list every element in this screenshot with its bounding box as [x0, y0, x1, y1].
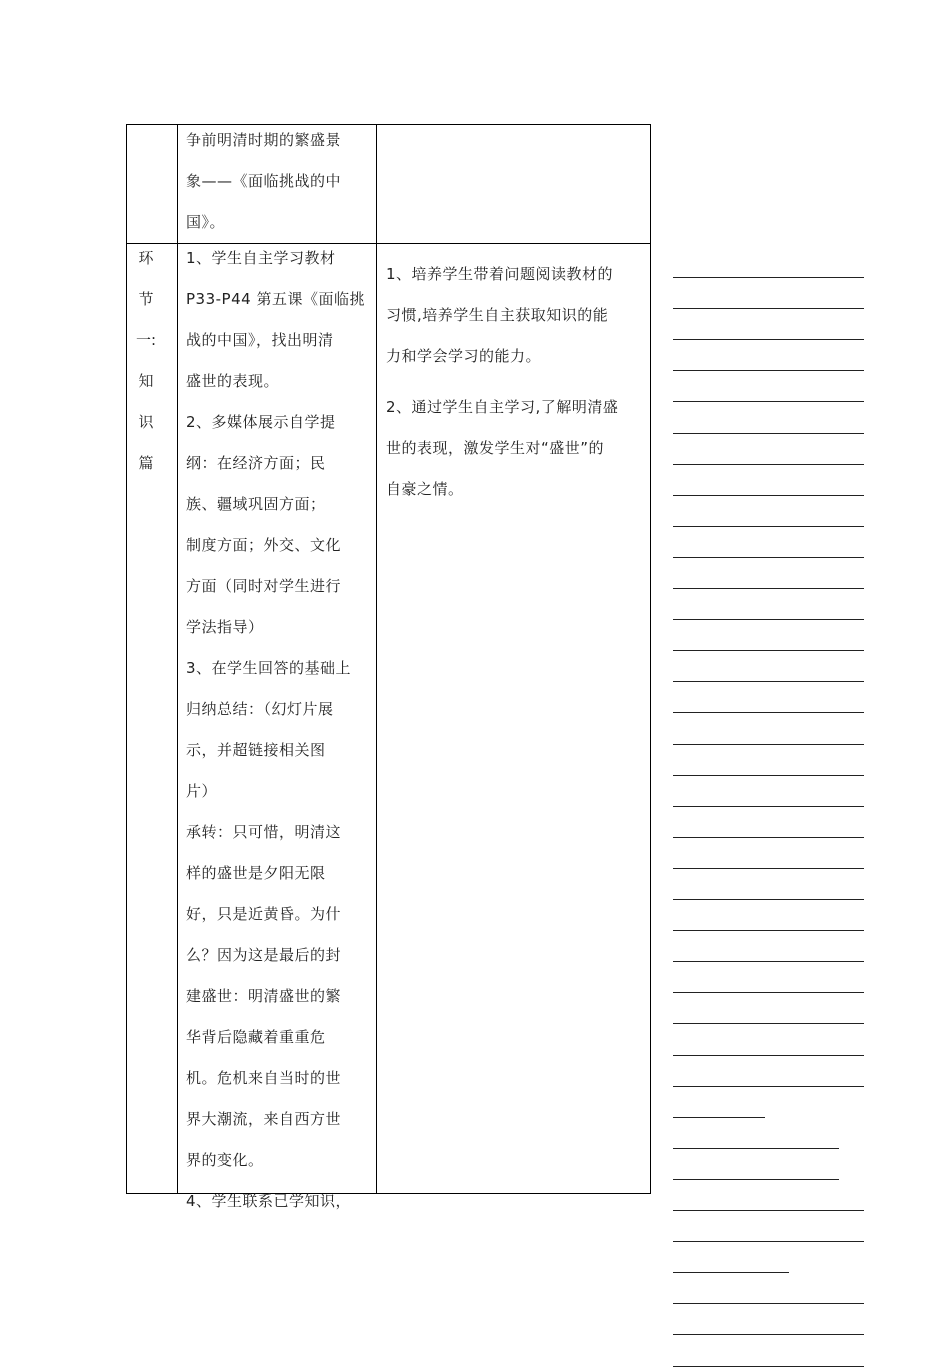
note-line — [673, 1366, 864, 1367]
note-line — [673, 961, 864, 962]
content-line: 样的盛世是夕阳无限 — [186, 864, 326, 882]
content-line: 盛世的表现。 — [186, 372, 280, 390]
content-line: 4、学生联系已学知识， — [186, 1192, 352, 1210]
note-line — [673, 526, 864, 527]
note-line — [673, 557, 864, 558]
note-line — [673, 308, 864, 309]
row1-content-cell — [186, 120, 372, 243]
note-line — [673, 650, 864, 651]
note-line — [673, 681, 864, 682]
purpose-line: 自豪之情。 — [386, 480, 464, 498]
section-label-char: 知 — [138, 372, 154, 390]
content-line: 片） — [186, 782, 218, 800]
note-line — [673, 1023, 864, 1024]
content-line: 学法指导） — [186, 618, 264, 636]
note-line — [673, 495, 864, 496]
note-line — [673, 1117, 765, 1118]
purpose-line: 习惯,培养学生自主获取知识的能 — [386, 306, 609, 324]
content-line: 承转：只可惜，明清这 — [186, 823, 342, 841]
table-divider-col1 — [177, 124, 178, 1193]
note-line — [673, 868, 864, 869]
content-line: 制度方面；外交、文化 — [186, 536, 342, 554]
note-line — [673, 899, 864, 900]
purpose-line: 力和学会学习的能力。 — [386, 347, 542, 365]
note-line — [673, 1055, 864, 1056]
content-line: 2、多媒体展示自学提 — [186, 413, 336, 431]
note-line — [673, 712, 864, 713]
content-line: 华背后隐藏着重重危 — [186, 1028, 326, 1046]
content-line: 战的中国》，找出明清 — [186, 331, 334, 349]
section-label-char: 一: — [135, 331, 157, 349]
section-label-char: 篇 — [138, 454, 154, 472]
note-line — [673, 401, 864, 402]
note-line — [673, 588, 864, 589]
content-line: 3、在学生回答的基础上 — [186, 659, 352, 677]
note-line — [673, 1303, 864, 1304]
note-line — [673, 339, 864, 340]
note-line — [673, 775, 864, 776]
content-line: 界的变化。 — [186, 1151, 264, 1169]
section-label-char: 环 — [138, 249, 154, 267]
content-line: 么？因为这是最后的封 — [186, 946, 342, 964]
note-line — [673, 370, 864, 371]
row1-line: 象——《面临挑战的中 — [186, 172, 342, 190]
row2-purpose-cell — [386, 254, 644, 510]
content-line: 族、疆域巩固方面； — [186, 495, 326, 513]
section-label-char: 识 — [138, 413, 154, 431]
content-line: 机。危机来自当时的世 — [186, 1069, 342, 1087]
note-line — [673, 1241, 864, 1242]
note-line — [673, 930, 864, 931]
note-line — [673, 433, 864, 434]
purpose-line: 2、通过学生自主学习,了解明清盛 — [386, 398, 619, 416]
content-line: 1、学生自主学习教材 — [186, 249, 336, 267]
content-line: 纲：在经济方面；民 — [186, 454, 326, 472]
note-line — [673, 806, 864, 807]
note-line — [673, 1334, 864, 1335]
content-line: 方面（同时对学生进行 — [186, 577, 342, 595]
row1-line: 国》。 — [186, 213, 226, 231]
content-line: 界大潮流，来自西方世 — [186, 1110, 342, 1128]
note-line — [673, 837, 864, 838]
content-line: P33-P44 第五课《面临挑 — [186, 290, 365, 308]
section-label-char: 节 — [138, 290, 154, 308]
note-line — [673, 744, 864, 745]
note-line — [673, 1148, 839, 1149]
purpose-line: 1、培养学生带着问题阅读教材的 — [386, 265, 614, 283]
note-line — [673, 464, 864, 465]
table-divider-col2 — [376, 124, 377, 1193]
note-line — [673, 1086, 864, 1087]
content-line: 归纳总结：（幻灯片展 — [186, 700, 334, 718]
note-line — [673, 1210, 864, 1211]
row2-content-cell — [186, 238, 372, 1222]
content-line: 建盛世：明清盛世的繁 — [186, 987, 342, 1005]
note-line — [673, 1179, 839, 1180]
note-line — [673, 992, 864, 993]
note-line — [673, 619, 864, 620]
content-line: 示，并超链接相关图 — [186, 741, 326, 759]
content-line: 好，只是近黄昏。为什 — [186, 905, 342, 923]
row1-line: 争前明清时期的繁盛景 — [186, 131, 342, 149]
note-line — [673, 1272, 789, 1273]
note-line — [673, 277, 864, 278]
purpose-line: 世的表现，激发学生对“盛世”的 — [386, 439, 605, 457]
